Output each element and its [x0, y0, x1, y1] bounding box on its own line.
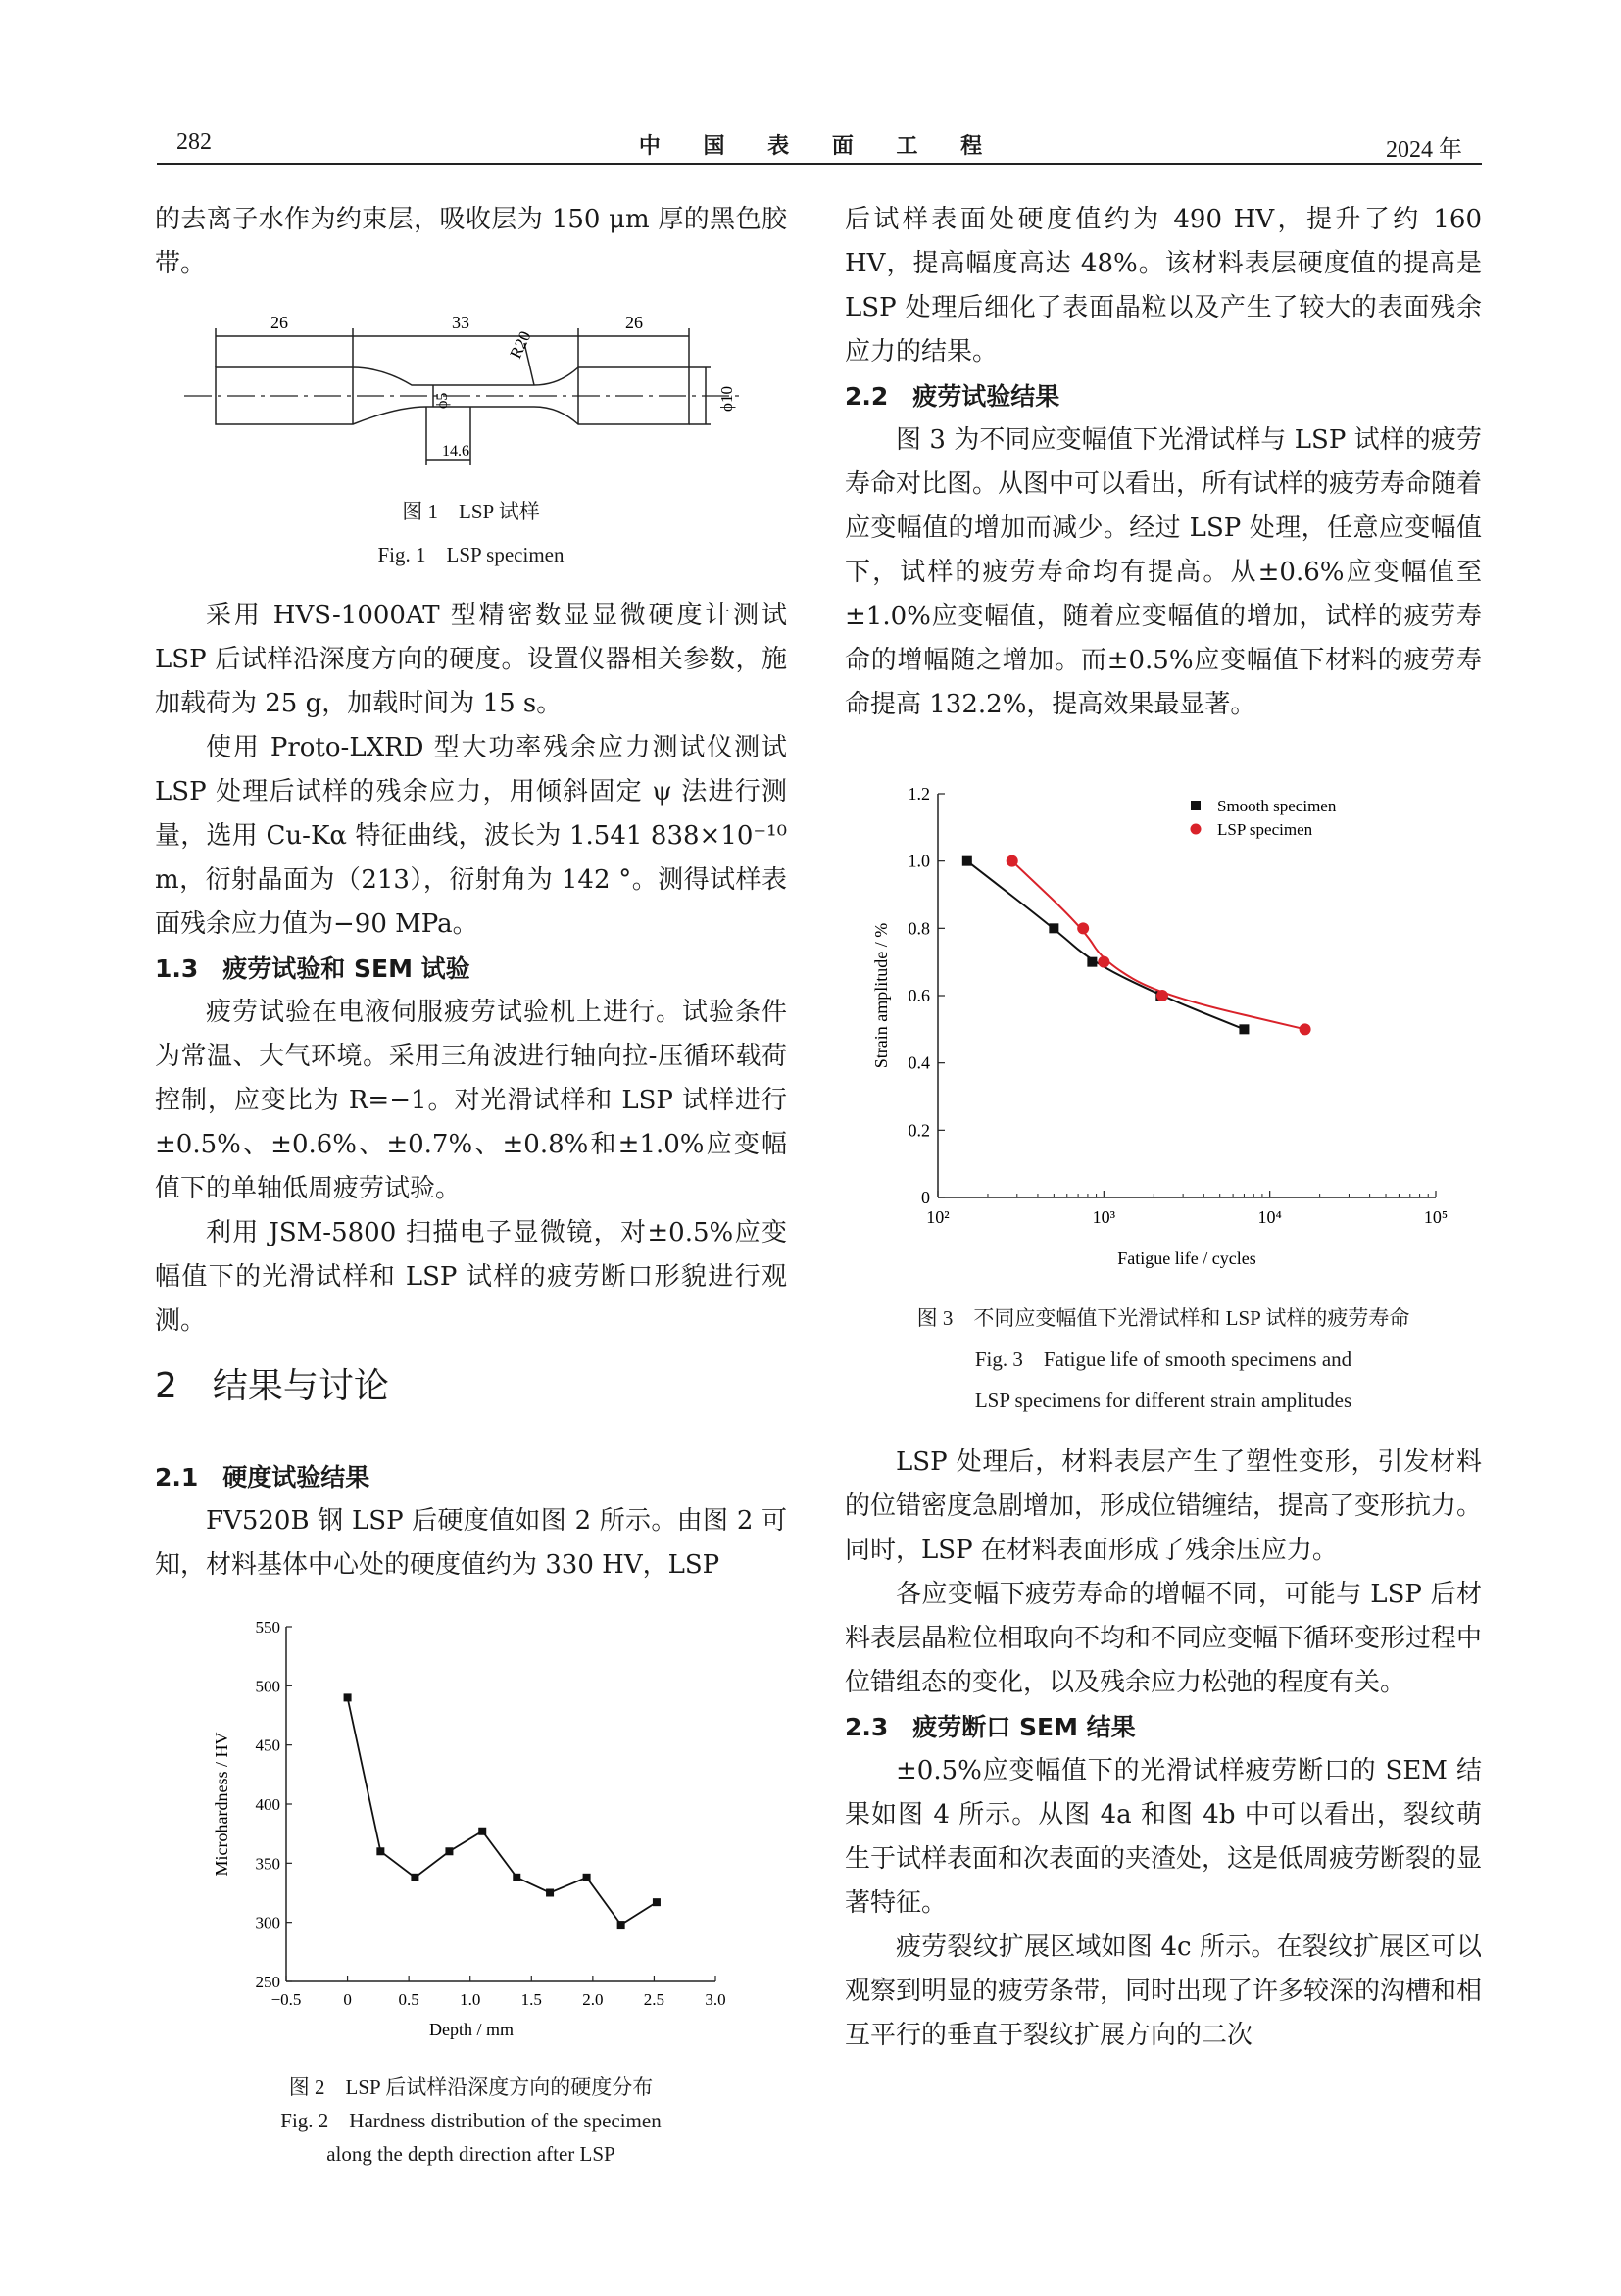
smooth-specimen-point: [962, 856, 972, 866]
y-tick-label: 0.2: [908, 1120, 930, 1141]
y-tick-label: 300: [255, 1913, 280, 1932]
hardness-point: [376, 1847, 384, 1855]
figure-1-caption: [155, 495, 787, 571]
right-para-6: 疲劳裂纹扩展区域如图 4c 所示。在裂纹扩展区可以观察到明显的疲劳条带，同时出现了许多较深的沟槽和相互平行的垂直于裂纹扩展方向的二次: [845, 1932, 1483, 2050]
y-tick-label: 350: [255, 1854, 280, 1874]
figure-2-hardness-chart: [206, 1617, 755, 2048]
legend-label: LSP specimen: [1217, 820, 1313, 839]
right-para-3: LSP 处理后，材料表层产生了塑性变形，引发材料的位错密度急剧增加，形成位错缠结，提高了变形抗力。同时，LSP 在材料表面形成了残余压应力。: [845, 1447, 1483, 1565]
page-number: 282: [176, 129, 212, 155]
right-para-2: 图 3 为不同应变幅值下光滑试样与 LSP 试样的疲劳寿命对比图。从图中可以看出，所有试样的疲劳寿命随着应变幅值的增加而减少。经过 LSP 处理，任意应变幅值下，试样的疲劳寿命均有提高。从±0.6%应变幅值至±1.0%应变幅值，随着应变幅值的增加，试样的疲劳寿命的增幅随之增加。而±0.5%应变幅值下材料的疲劳寿命提高 132.2%，提高效果最显著。: [845, 425, 1483, 719]
figure-3-caption-cn: 图 3 不同应变幅值下光滑试样和 LSP 试样的疲劳寿命: [916, 1306, 1410, 1330]
lsp-specimen-point: [1156, 990, 1168, 1001]
fit-curve-lsp: [1012, 861, 1305, 1030]
journal-name: 中 国 表 面 工 程: [638, 134, 1001, 159]
hardness-point: [411, 1874, 418, 1881]
x-tick-label: 10⁵: [1423, 1207, 1449, 1227]
lsp-specimen-point: [1300, 1023, 1311, 1035]
hardness-point: [344, 1693, 352, 1701]
page-header: [157, 125, 1482, 165]
y-tick-label: 400: [255, 1795, 280, 1814]
left-para-6: FV520B 钢 LSP 后硬度值如图 2 所示。由图 2 可知，材料基体中心处的硬度值约为 330 HV，LSP: [155, 1506, 787, 1580]
smooth-specimen-point: [1049, 923, 1058, 933]
y-axis-label: Strain amplitude / %: [871, 922, 891, 1069]
right-text-block-1: [845, 198, 1482, 727]
lsp-specimen-point: [1077, 922, 1089, 934]
x-tick-label: 1.0: [460, 1990, 481, 2009]
y-axis-label: Microhardness / HV: [212, 1732, 231, 1877]
x-tick-label: 2.0: [582, 1990, 604, 2009]
figure-2-caption: [155, 2071, 787, 2171]
hardness-point: [617, 1921, 625, 1929]
dim-r20: R20: [506, 327, 535, 362]
figure-1-specimen-drawing: [176, 299, 764, 475]
smooth-specimen-point: [1239, 1024, 1249, 1034]
y-tick-label: 450: [255, 1735, 280, 1755]
figure-3-caption: [845, 1301, 1482, 1417]
left-para-3: 使用 Proto-LXRD 型大功率残余应力测试仪测试 LSP 处理后试样的残余应力，用倾斜固定 ψ 法进行测量，选用 Cu-Kα 特征曲线，波长为 1.541 838×10⁻¹⁰ m，衍射晶面为（213），衍射角为 142 °。测得试样表面残余应力值为−90 MPa。: [155, 733, 787, 939]
right-para-1: 后试样表面处硬度值约为 490 HV，提升了约 160 HV，提高幅度高达 48%。该材料表层硬度值的提高是 LSP 处理后细化了表面晶粒以及产生了较大的表面残余应力的结果。: [845, 205, 1482, 366]
x-axis-label: Depth / mm: [429, 2020, 514, 2039]
figure-3-caption-en-2: LSP specimens for different strain amplitudes: [974, 1389, 1352, 1412]
left-text-block-1: [155, 594, 787, 1343]
lsp-specimen-point: [1098, 956, 1109, 968]
figure-1-caption-cn: 图 1 LSP 试样: [402, 500, 540, 523]
dim-14-6: 14.6: [442, 443, 469, 460]
dim-phi5: ϕ5: [434, 392, 451, 409]
dim-26-right: 26: [625, 313, 643, 332]
figure-2-caption-cn: 图 2 LSP 后试样沿深度方向的硬度分布: [288, 2076, 654, 2099]
figure-3-fatigue-chart: [858, 774, 1475, 1284]
hardness-line: [348, 1697, 657, 1925]
y-tick-label: 250: [255, 1973, 280, 1991]
figure-2-caption-en-1: Fig. 2 Hardness distribution of the specimen: [280, 2109, 662, 2132]
left-para-4: 疲劳试验在电液伺服疲劳试验机上进行。试验条件为常温、大气环境。采用三角波进行轴向拉-压循环载荷控制，应变比为 R=−1。对光滑试样和 LSP 试样进行±0.5%、±0.6%、±0.7%、±0.8%和±1.0%应变幅值下的单轴低周疲劳试验。: [155, 998, 787, 1203]
y-tick-label: 500: [255, 1677, 280, 1696]
x-tick-label: 1.5: [520, 1990, 542, 2009]
hardness-point: [445, 1847, 453, 1855]
legend-label: Smooth specimen: [1217, 797, 1337, 815]
y-tick-label: 0.4: [908, 1052, 930, 1073]
legend-marker-smooth: [1191, 801, 1201, 810]
right-para-5: ±0.5%应变幅值下的光滑试样疲劳断口的 SEM 结果如图 4 所示。从图 4a 和图 4b 中可以看出，裂纹萌生于试样表面和次表面的夹渣处，这是低周疲劳断裂的显著特征。: [845, 1756, 1483, 1918]
left-text-block-2: [155, 1455, 787, 1588]
x-axis-label: Fatigue life / cycles: [1117, 1248, 1256, 1268]
x-tick-label: −0.5: [270, 1990, 302, 2009]
section-2-1-heading: 2.1 硬度试验结果: [155, 1463, 370, 1491]
x-tick-label: 0: [343, 1990, 352, 2009]
section-2-heading: 2 结果与讨论: [155, 1366, 389, 1406]
figure-3-caption-en-1: Fig. 3 Fatigue life of smooth specimens and: [974, 1347, 1352, 1371]
figure-1-caption-en: Fig. 1 LSP specimen: [377, 543, 565, 566]
dim-phi10: ϕ10: [717, 386, 736, 412]
legend-marker-lsp: [1191, 824, 1202, 835]
section-1-3-heading: 1.3 疲劳试验和 SEM 试验: [155, 954, 470, 983]
x-tick-label: 3.0: [705, 1990, 726, 2009]
section-2-2-heading: 2.2 疲劳试验结果: [845, 382, 1060, 411]
figure-2-caption-en-2: along the depth direction after LSP: [326, 2142, 615, 2166]
section-2-3-heading: 2.3 疲劳断口 SEM 结果: [845, 1713, 1136, 1741]
hardness-point: [653, 1898, 661, 1906]
y-tick-label: 1.0: [908, 851, 930, 871]
x-tick-label: 10³: [1092, 1207, 1116, 1227]
y-tick-label: 0.6: [908, 986, 930, 1005]
lsp-specimen-point: [1007, 855, 1018, 867]
x-tick-label: 0.5: [398, 1990, 419, 2009]
y-tick-label: 0: [921, 1188, 930, 1207]
y-tick-label: 550: [255, 1618, 280, 1637]
hardness-point: [583, 1874, 591, 1881]
smooth-specimen-point: [1087, 957, 1097, 967]
y-tick-label: 1.2: [908, 784, 930, 804]
y-tick-label: 0.8: [908, 918, 930, 939]
hardness-point: [478, 1828, 486, 1835]
left-para-1: 的去离子水作为约束层，吸收层为 150 μm 厚的黑色胶带。: [155, 205, 787, 278]
dim-33: 33: [452, 313, 469, 332]
x-tick-label: 10⁴: [1257, 1207, 1282, 1227]
right-text-block-2: [845, 1441, 1482, 2058]
x-tick-label: 2.5: [643, 1990, 665, 2009]
left-para-5: 利用 JSM-5800 扫描电子显微镜，对±0.5%应变幅值下的光滑试样和 LSP 试样的疲劳断口形貌进行观测。: [155, 1218, 787, 1336]
left-para-2: 采用 HVS-1000AT 型精密数显显微硬度计测试 LSP 后试样沿深度方向的硬度。设置仪器相关参数，施加载荷为 25 g，加载时间为 15 s。: [155, 601, 787, 718]
x-tick-label: 10²: [926, 1207, 950, 1227]
right-para-4: 各应变幅下疲劳寿命的增幅不同，可能与 LSP 后材料表层晶粒位相取向不均和不同应变幅下循环变形过程中位错组态的变化，以及残余应力松弛的程度有关。: [845, 1580, 1483, 1697]
hardness-point: [546, 1889, 554, 1897]
publication-year: 2024 年: [1386, 137, 1462, 163]
hardness-point: [513, 1874, 520, 1881]
dim-26-left: 26: [270, 313, 288, 332]
